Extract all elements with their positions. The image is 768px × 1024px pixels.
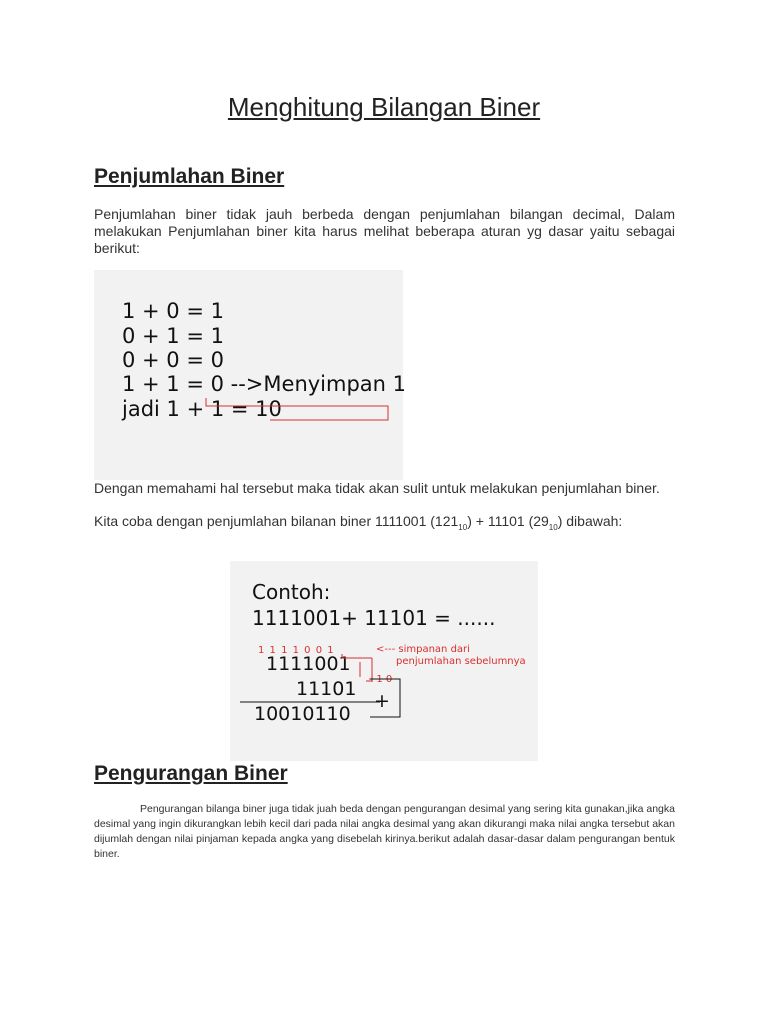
addition-rules-figure xyxy=(94,270,407,480)
plus-sign: + xyxy=(374,690,390,712)
operand-1: 1111001 xyxy=(266,653,351,675)
rule-line: jadi 1 + 1 = 10 xyxy=(122,397,282,421)
rule-line: 0 + 0 = 0 xyxy=(122,348,224,372)
sum-result: 10010110 xyxy=(254,703,351,725)
subtraction-paragraph-text: Pengurangan bilanga biner juga tidak juah beda dengan pengurangan desimal yang sering kita gunakan,jika angka desimal yang ingin dikurangkan lebih kecil dari pada nilai angka desimal yang akan dikurangi maka nilai angka tersebut akan dijumlah dengan nilai pinjaman kepada angka yang disebelah kirinya.berikut adalah dasar-dasar dalam pengurangan bentuk biner. xyxy=(94,803,675,860)
carry-plus-ten: +1 0 xyxy=(368,674,393,685)
carry-row: 1 1 1 1 0 0 1 xyxy=(258,645,335,656)
example-equation: 1111001+ 11101 = ...... xyxy=(252,606,496,630)
section-heading-pengurangan: Pengurangan Biner xyxy=(94,762,288,785)
carry-bracket-graphic xyxy=(94,270,403,480)
para3-end: ) dibawah: xyxy=(557,513,623,529)
para3-start: Kita coba dengan penjumlahan bilanan biner 1111001 (121 xyxy=(94,513,459,529)
paragraph-example-intro xyxy=(94,513,675,536)
intro-paragraph: Penjumlahan biner tidak jauh berbeda dengan penjumlahan bilangan decimal, Dalam melakukan Penjumlahan biner kita harus melihat beberapa aturan yg dasar yaitu sebagai berikut: xyxy=(94,206,675,256)
carry-note-line2: penjumlahan sebelumnya xyxy=(396,656,526,667)
section-heading-penjumlahan: Penjumlahan Biner xyxy=(94,165,285,188)
carry-note-line1: <--- simpanan dari xyxy=(376,644,470,655)
rule-line: 1 + 0 = 1 xyxy=(122,299,224,323)
para3-mid: ) + 11101 (29 xyxy=(467,513,549,529)
example-label: Contoh: xyxy=(252,580,331,604)
page-title: Menghitung Bilangan Biner xyxy=(227,92,541,122)
subtraction-paragraph xyxy=(94,802,675,862)
subscript-base: 10 xyxy=(458,522,468,532)
rule-line: 0 + 1 = 1 xyxy=(122,324,224,348)
example-lines-graphic xyxy=(230,561,538,761)
operand-2: 11101 xyxy=(296,678,357,700)
paragraph-understanding: Dengan memahami hal tersebut maka tidak akan sulit untuk melakukan penjumlahan biner. xyxy=(94,480,660,496)
rule-line: 1 + 1 = 0 -->Menyimpan 1 xyxy=(122,372,407,396)
subscript-base: 10 xyxy=(548,522,558,532)
addition-example-figure xyxy=(230,561,538,761)
